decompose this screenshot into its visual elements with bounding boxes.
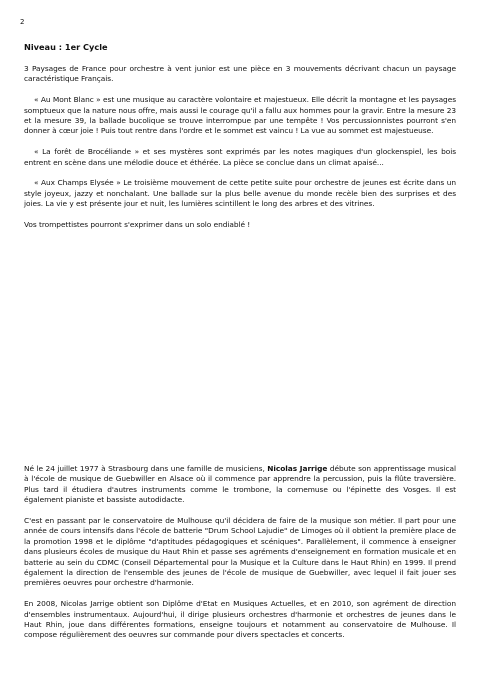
biography-section <box>24 464 456 641</box>
movement-broceliande: « La forêt de Brocéliande » et ses mystères sont exprimés par les notes magiques d'un glockenspiel, les bois entrent en scène dans une mélodie douce et éthérée. La pièce se conclue dans un climat apaisé... <box>24 147 456 167</box>
bio-continuation-text: débute son apprentissage musical à l'école de musique de Guebwiller en Alsace où il commence par apprendre la percussion, puis la flûte traversière. Plus tard il étudiera d'autres instruments comme le trombone, la cornemuse ou l'épinette des Vosges. Il est également pianiste et bassiste autodidacte. <box>24 464 457 505</box>
bio-paragraph-3: En 2008, Nicolas Jarrige obtient son Diplôme d'Etat en Musiques Actuelles, et en 2010, son agrément de direction d'ensembles instrumentaux. Aujourd'hui, il dirige plusieurs orchestres d'harmonie et orchestres de jeunes dans le Haut Rhin, joue dans différentes formations, enseigne toujours et notamment au conservatoire de Mulhouse. Il compose régulièrement des oeuvres sur commande pour divers spectacles et concerts. <box>24 599 456 640</box>
movement-mont-blanc: « Au Mont Blanc » est une musique au caractère volontaire et majestueux. Elle décrit la montagne et les paysages somptueux que la nature nous offre, mais aussi le courage qu'il a fallu aux hommes pour la gravir. Entre la mesure 23 et la mesure 39, la ballade bucolique se trouve interrompue par une tempête ! Vos percussionnistes pourront s'en donner à cœur joie ! Puis tout rentre dans l'ordre et le sommet est vaincu ! La vue au sommet est majestueuse. <box>24 95 457 136</box>
bio-paragraph-2: C'est en passant par le conservatoire de Mulhouse qu'il décidera de faire de la musique son métier. Il part pour une année de cours intensifs dans l'école de batterie "Drum School Lajudie" de Limoges où il obtient la première place de la promotion 1998 et le diplôme "d'aptitudes pédagogiques et scéniques". Parallèlement, il commence à enseigner dans plusieurs écoles de musique du Haut Rhin et passe ses agréments d'enseignement en formation musicale et en batterie au sein du CDMC (Conseil Départemental pour la Musique et la Culture dans le Haut Rhin) en 1999. Il prend également la direction de l'ensemble des jeunes de l'école de musique de Guebwiller, avec lequel il fait jouer ses premières oeuvres pour orchestre d'harmonie. <box>24 516 456 588</box>
bio-intro-text: Né le 24 juillet 1977 à Strasbourg dans une famille de musiciens, <box>24 464 268 473</box>
composer-name: Nicolas Jarrige <box>267 464 328 473</box>
intro-summary: 3 Paysages de France pour orchestre à vent junior est une pièce en 3 mouvements décrivant chacun un paysage caractéristique Français. <box>24 64 456 84</box>
trumpet-note: Vos trompettistes pourront s'exprimer dans un solo endiablé ! <box>24 220 251 230</box>
bio-paragraph-1 <box>24 464 456 506</box>
movement-champs-elysee: « Aux Champs Elysée » Le troisième mouvement de cette petite suite pour orchestre de jeunes est écrite dans un style joyeux, jazzy et nonchalant. Une ballade sur la plus belle avenue du monde recèle bien des surprises et des joies. La vie y est présente jour et nuit, les lumières scintillent le long des arbres et des vitrines. <box>24 178 456 209</box>
page-number: 2 <box>20 18 25 26</box>
level-heading: Niveau : 1er Cycle <box>24 42 108 52</box>
intro-section <box>24 64 456 230</box>
